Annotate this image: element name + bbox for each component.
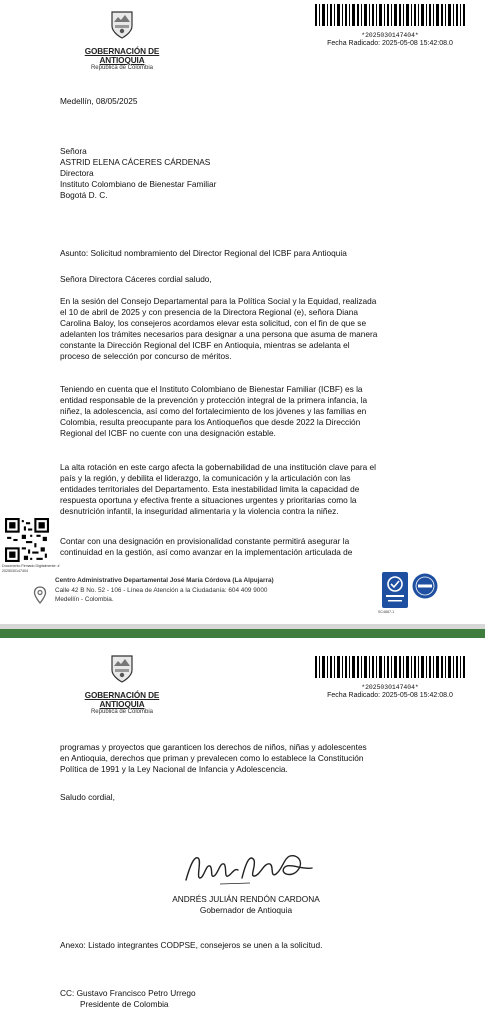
- signer-name: ANDRÉS JULIÁN RENDÓN CARDONA: [172, 894, 320, 904]
- recipient-salutation: Señora: [60, 146, 87, 156]
- paragraph-line: entidad responsable de la prevención y protección integral de la primera infancia, la: [60, 395, 368, 405]
- paragraph-line: Teniendo en cuenta que el Instituto Colombiano de Bienestar Familiar (ICBF) es la: [60, 384, 363, 394]
- org-country: República de Colombia: [90, 65, 154, 71]
- subject-line: Asunto: Solicitud nombramiento del Director Regional del ICBF para Antioquia: [60, 248, 347, 258]
- paragraph-line: proceso de selección por concurso de méritos.: [60, 351, 232, 361]
- paragraph-line: Colombia, resulta preocupante para los Antioqueños que desde 2022 la Dirección: [60, 417, 361, 427]
- footer-building: Centro Administrativo Departamental José María Córdova (La Alpujarra): [55, 577, 274, 584]
- cert-caption: SC4887-1: [378, 610, 395, 614]
- signature-image: [180, 848, 320, 890]
- icontec-certification-icon: [382, 572, 408, 608]
- recipient-title: Directora: [60, 168, 94, 178]
- recipient-city: Bogotá D. C.: [60, 190, 108, 200]
- org-logo: [62, 8, 182, 71]
- paragraph-line: Contar con una designación en provisionalidad constante permitirá asegurar la: [60, 536, 350, 546]
- paragraph-line: entidades territoriales del Departamento. Esta inestabilidad limita la capacidad de: [60, 484, 360, 494]
- radicado-number: *2025030147404*: [361, 32, 419, 39]
- letter-page-2: [0, 638, 485, 1024]
- qr-caption: Documento Firmado Digitalmente: # 2025030147404: [2, 564, 60, 573]
- radicado-number: *2025030147404*: [361, 684, 419, 691]
- org-logo: [62, 652, 182, 715]
- paragraph-line: niñez, la adolescencia, así como del fortalecimiento de los jóvenes y las familias en: [60, 406, 367, 416]
- signer-title: Gobernador de Antioquia: [199, 905, 293, 915]
- paragraph-line: respuesta oportuna y efectiva frente a situaciones urgentes y prioritarias como la: [60, 495, 357, 505]
- page-separator-green: [0, 629, 485, 638]
- paragraph-5: [60, 742, 432, 775]
- radicado-date: Fecha Radicado: 2025-05-08 15:42:08.0: [327, 692, 453, 699]
- paragraph-line: constante la Dirección Regional del ICBF en Antioquia, mientras se adelanta el: [60, 340, 350, 350]
- signer-block: [60, 894, 432, 916]
- coat-of-arms-icon: [106, 8, 138, 40]
- paragraph-line: adelanten los trámites necesarios para designar a una persona que asuma de manera: [60, 329, 378, 339]
- radicado-date: Fecha Radicado: 2025-05-08 15:42:08.0: [327, 40, 453, 47]
- location-pin-icon: [33, 586, 47, 604]
- barcode-icon: [315, 4, 465, 26]
- cc-title: Presidente de Colombia: [80, 999, 169, 1009]
- place-date: Medellín, 08/05/2025: [60, 96, 138, 106]
- org-country: República de Colombia: [90, 709, 154, 715]
- coat-of-arms-icon: [106, 652, 138, 684]
- footer-city: Medellín - Colombia.: [55, 596, 114, 603]
- paragraph-3: [60, 462, 432, 517]
- recipient-block: [60, 146, 432, 201]
- qr-code-icon: [5, 518, 49, 562]
- paragraph-line: país y la región, y debilita el liderazgo, la comunicación y la articulación con las: [60, 473, 351, 483]
- paragraph-line: continuidad en la gestión, así como avanzar en la implementación articulada de: [60, 547, 353, 557]
- paragraph-1: [60, 296, 432, 362]
- paragraph-line: en Antioquia, derechos que priman y prevalecen como lo establece la Constitución: [60, 753, 364, 763]
- paragraph-line: Política de 1991 y la Ley Nacional de Infancia y Adolescencia.: [60, 764, 288, 774]
- paragraph-line: el 10 de abril de 2025 y con presencia de la Directora Regional (e), señora Diana: [60, 307, 358, 317]
- radicado-block: [315, 4, 465, 47]
- org-name: GOBERNACIÓN DE ANTIOQUIA: [84, 47, 160, 65]
- annex-line: Anexo: Listado integrantes CODPSE, consejeros se unen a la solicitud.: [60, 940, 323, 950]
- paragraph-line: En la sesión del Consejo Departamental para la Política Social y la Equidad, realizada: [60, 296, 377, 306]
- paragraph-line: Regional del ICBF no cuente con una designación estable.: [60, 428, 276, 438]
- paragraph-line: Carolina Baloy, los consejeros acordamos elevar esta solicitud, con el fin de que se: [60, 318, 367, 328]
- paragraph-line: La alta rotación en este cargo afecta la gobernabilidad de una institución clave para el: [60, 462, 376, 472]
- closing: Saludo cordial,: [60, 792, 115, 802]
- paragraph-2: [60, 384, 432, 439]
- greeting: Señora Directora Cáceres cordial saludo,: [60, 274, 212, 284]
- footer-street: Calle 42 B No. 52 - 106 - Línea de Atención a la Ciudadanía: 604 409 9000: [55, 586, 268, 594]
- barcode-icon: [315, 656, 465, 678]
- cc-name: CC: Gustavo Francisco Petro Urrego: [60, 988, 196, 998]
- paragraph-line: desnutrición infantil, la inseguridad alimentaria y la violencia contra la niñez.: [60, 506, 339, 516]
- recipient-name: ASTRID ELENA CÁCERES CÁRDENAS: [60, 157, 211, 167]
- org-name: GOBERNACIÓN DE ANTIOQUIA: [84, 691, 160, 709]
- recipient-institution: Instituto Colombiano de Bienestar Familiar: [60, 179, 217, 189]
- cc-block: [60, 988, 432, 1010]
- radicado-block: [315, 656, 465, 699]
- paragraph-line: programas y proyectos que garanticen los derechos de niños, niñas y adolescentes: [60, 742, 367, 752]
- paragraph-4: [60, 536, 432, 558]
- iqnet-certification-icon: [412, 573, 438, 599]
